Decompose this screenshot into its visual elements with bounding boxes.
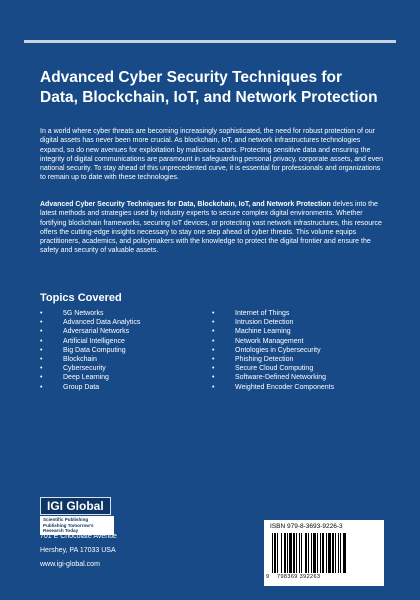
- publisher-address: [40, 530, 117, 572]
- book-title: Advanced Cyber Security Techniques for Data, Blockchain, IoT, and Network Protection: [40, 69, 378, 106]
- topic-item: [40, 309, 140, 318]
- topic-label: Secure Cloud Computing: [235, 365, 314, 373]
- address-street: 701 E Chocolate Avenue: [40, 533, 117, 540]
- topics-list-right: [212, 309, 334, 392]
- topic-item: [212, 337, 334, 346]
- bullet-icon: •: [212, 310, 215, 317]
- paragraph-2-body: delves into the latest methods and strategies used by industry experts to secure complex digital environments. Whether fortifying blockchain frameworks, securing IoT devices, or protecting vast network infrastructures, this resource offers the cutting-edge insights necessary to stay one step ahead of cyber threats. This volume equips practitioners, academics, and policymakers with the knowledge to protect the digital frontier and ensure the safety and security of valuable assets.: [40, 201, 382, 255]
- description-paragraph-1: In a world where cyber threats are becoming increasingly sophisticated, the need for robust protection of our digital assets has never been more crucial. As blockchain, IoT, and network infrastructures technologies expand, so do new avenues for exploitation by malicious actors. Protecting sensitive data and ensuring the integrity of digital communications are paramount in safeguarding personal privacy, corporate assets, and even national security. To stay ahead of this unprecedented curve, it is essential for professionals and organizations to remain up to date with these technologies.: [40, 128, 384, 182]
- topic-label: Blockchain: [63, 355, 97, 363]
- publisher-logo-mark: IGI Global: [40, 497, 111, 515]
- bullet-icon: •: [40, 319, 43, 327]
- bullet-icon: •: [40, 346, 43, 354]
- bullet-icon: •: [212, 374, 215, 382]
- paragraph-2-bold-title: Advanced Cyber Security Techniques for Data, Blockchain, IoT, and Network Protection: [40, 201, 331, 208]
- topic-item: [40, 337, 140, 346]
- bullet-icon: •: [212, 346, 215, 354]
- topic-label: Internet of Things: [235, 310, 290, 317]
- topics-heading: Topics Covered: [40, 292, 122, 304]
- barcode-digit-first: 9: [266, 574, 270, 580]
- barcode-digits: 798369 392263: [277, 574, 321, 580]
- logo-line-2: Publishing Tomorrow's Research Today: [43, 522, 94, 533]
- topic-item: [40, 364, 140, 373]
- topic-label: Cybersecurity: [63, 365, 106, 373]
- topic-label: Machine Learning: [235, 328, 291, 336]
- topic-label: Network Management: [235, 337, 304, 345]
- topics-list-left: [40, 309, 140, 392]
- bullet-icon: •: [40, 337, 43, 345]
- bullet-icon: •: [40, 328, 43, 336]
- barcode-icon: [270, 533, 378, 573]
- logo-line-1: Scientific Publishing: [43, 517, 89, 522]
- bullet-icon: •: [40, 355, 43, 363]
- topic-label: Big Data Computing: [63, 346, 126, 354]
- bullet-icon: •: [212, 319, 215, 327]
- publisher-logo: [40, 497, 120, 535]
- bullet-icon: •: [212, 328, 215, 336]
- topic-label: Artificial Intelligence: [63, 337, 125, 345]
- bullet-icon: •: [212, 337, 215, 345]
- topic-item: [212, 318, 334, 327]
- topic-item: [212, 327, 334, 336]
- topic-label: Phishing Detection: [235, 355, 294, 363]
- bullet-icon: •: [212, 383, 215, 391]
- topic-item: [212, 309, 334, 318]
- topic-label: Software-Defined Networking: [235, 374, 327, 382]
- bullet-icon: •: [40, 310, 43, 317]
- bullet-icon: •: [40, 383, 43, 391]
- address-city: Hershey, PA 17033 USA: [40, 547, 116, 554]
- topic-item: [212, 346, 334, 355]
- topic-label: Deep Learning: [63, 374, 109, 382]
- isbn-number: ISBN 979-8-3693-9226-3: [270, 523, 343, 530]
- topic-item: [212, 364, 334, 373]
- topic-label: Group Data: [63, 383, 100, 391]
- topic-label: Intrusion Detection: [235, 319, 294, 327]
- bullet-icon: •: [40, 374, 43, 382]
- topic-label: Ontologies in Cybersecurity: [235, 346, 321, 354]
- bullet-icon: •: [212, 365, 215, 373]
- topic-item: [40, 383, 140, 392]
- topic-item: [40, 346, 140, 355]
- topic-label: 5G Networks: [63, 310, 104, 317]
- isbn-barcode-box: [264, 520, 384, 586]
- topic-item: [40, 373, 140, 382]
- bullet-icon: •: [212, 355, 215, 363]
- topic-item: [40, 327, 140, 336]
- publisher-website: www.igi-global.com: [40, 561, 100, 568]
- topic-item: [212, 383, 334, 392]
- topic-label: Weighted Encoder Components: [235, 383, 335, 391]
- topic-item: [40, 318, 140, 327]
- topic-item: [40, 355, 140, 364]
- description-paragraph-2: [40, 200, 385, 256]
- topic-label: Adversarial Networks: [63, 328, 130, 336]
- bullet-icon: •: [40, 365, 43, 373]
- topic-item: [212, 373, 334, 382]
- topic-item: [212, 355, 334, 364]
- topic-label: Advanced Data Analytics: [63, 319, 141, 327]
